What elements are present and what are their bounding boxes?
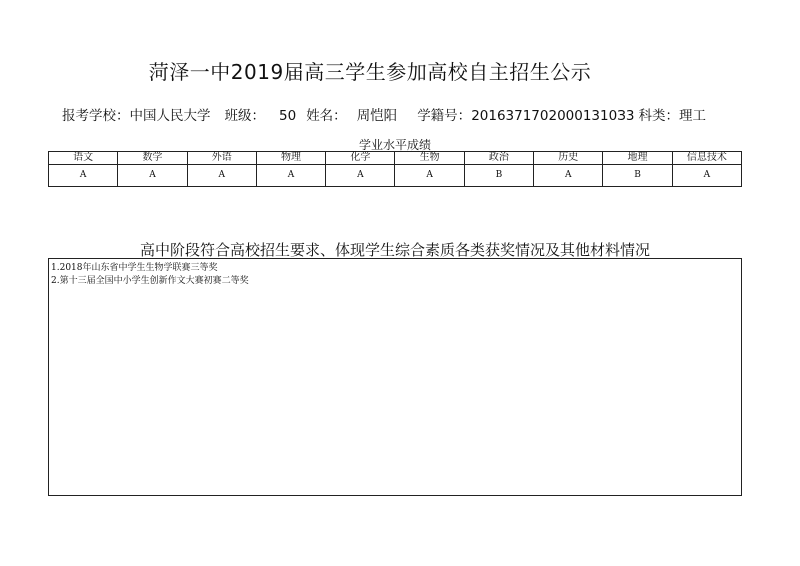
name-value: 周恺阳 — [356, 108, 398, 124]
grade-value: A — [256, 165, 325, 187]
grades-caption: 学业水平成绩 — [358, 138, 431, 152]
grade-header: 数学 — [118, 152, 187, 165]
award-item: 1.2018年山东省中学生生物学联赛三等奖 — [51, 263, 218, 273]
grade-value: A — [395, 165, 464, 187]
grade-header: 信息技术 — [672, 152, 741, 165]
awards-box — [48, 258, 742, 496]
grade-header: 生物 — [395, 152, 464, 165]
class-value: 50 — [279, 108, 297, 124]
page-title: 菏泽一中2019届高三学生参加高校自主招生公示 — [148, 60, 592, 84]
name-label: 姓名： — [306, 108, 347, 124]
grade-value: A — [672, 165, 741, 187]
grade-value: A — [118, 165, 187, 187]
track-value: 理工 — [678, 108, 706, 124]
grade-value: A — [187, 165, 256, 187]
grade-value: A — [326, 165, 395, 187]
award-item: 2.第十三届全国中小学生创新作文大赛初赛二等奖 — [51, 276, 249, 286]
awards-caption: 高中阶段符合高校招生要求、体现学生综合素质各类获奖情况及其他材料情况 — [139, 241, 650, 259]
grade-header: 化学 — [326, 152, 395, 165]
grade-value: A — [49, 165, 118, 187]
grade-value: B — [464, 165, 533, 187]
grade-header: 地理 — [603, 152, 672, 165]
grade-value: A — [534, 165, 603, 187]
student-info-line — [62, 104, 706, 124]
grades-value-row — [49, 165, 742, 187]
grade-header: 政治 — [464, 152, 533, 165]
grades-table — [48, 151, 742, 187]
grade-header: 物理 — [256, 152, 325, 165]
grade-value: B — [603, 165, 672, 187]
grade-header: 历史 — [534, 152, 603, 165]
grade-header: 语文 — [49, 152, 118, 165]
student-id-label: 学籍号： — [417, 108, 472, 124]
student-id-value: 20163717020001310З3 — [471, 108, 635, 124]
track-label: 科类： — [638, 108, 679, 124]
school-value: 中国人民大学 — [129, 108, 211, 124]
school-label: 报考学校： — [62, 108, 130, 124]
grades-header-row — [49, 152, 742, 165]
class-label: 班级： — [224, 108, 265, 124]
grade-header: 外语 — [187, 152, 256, 165]
